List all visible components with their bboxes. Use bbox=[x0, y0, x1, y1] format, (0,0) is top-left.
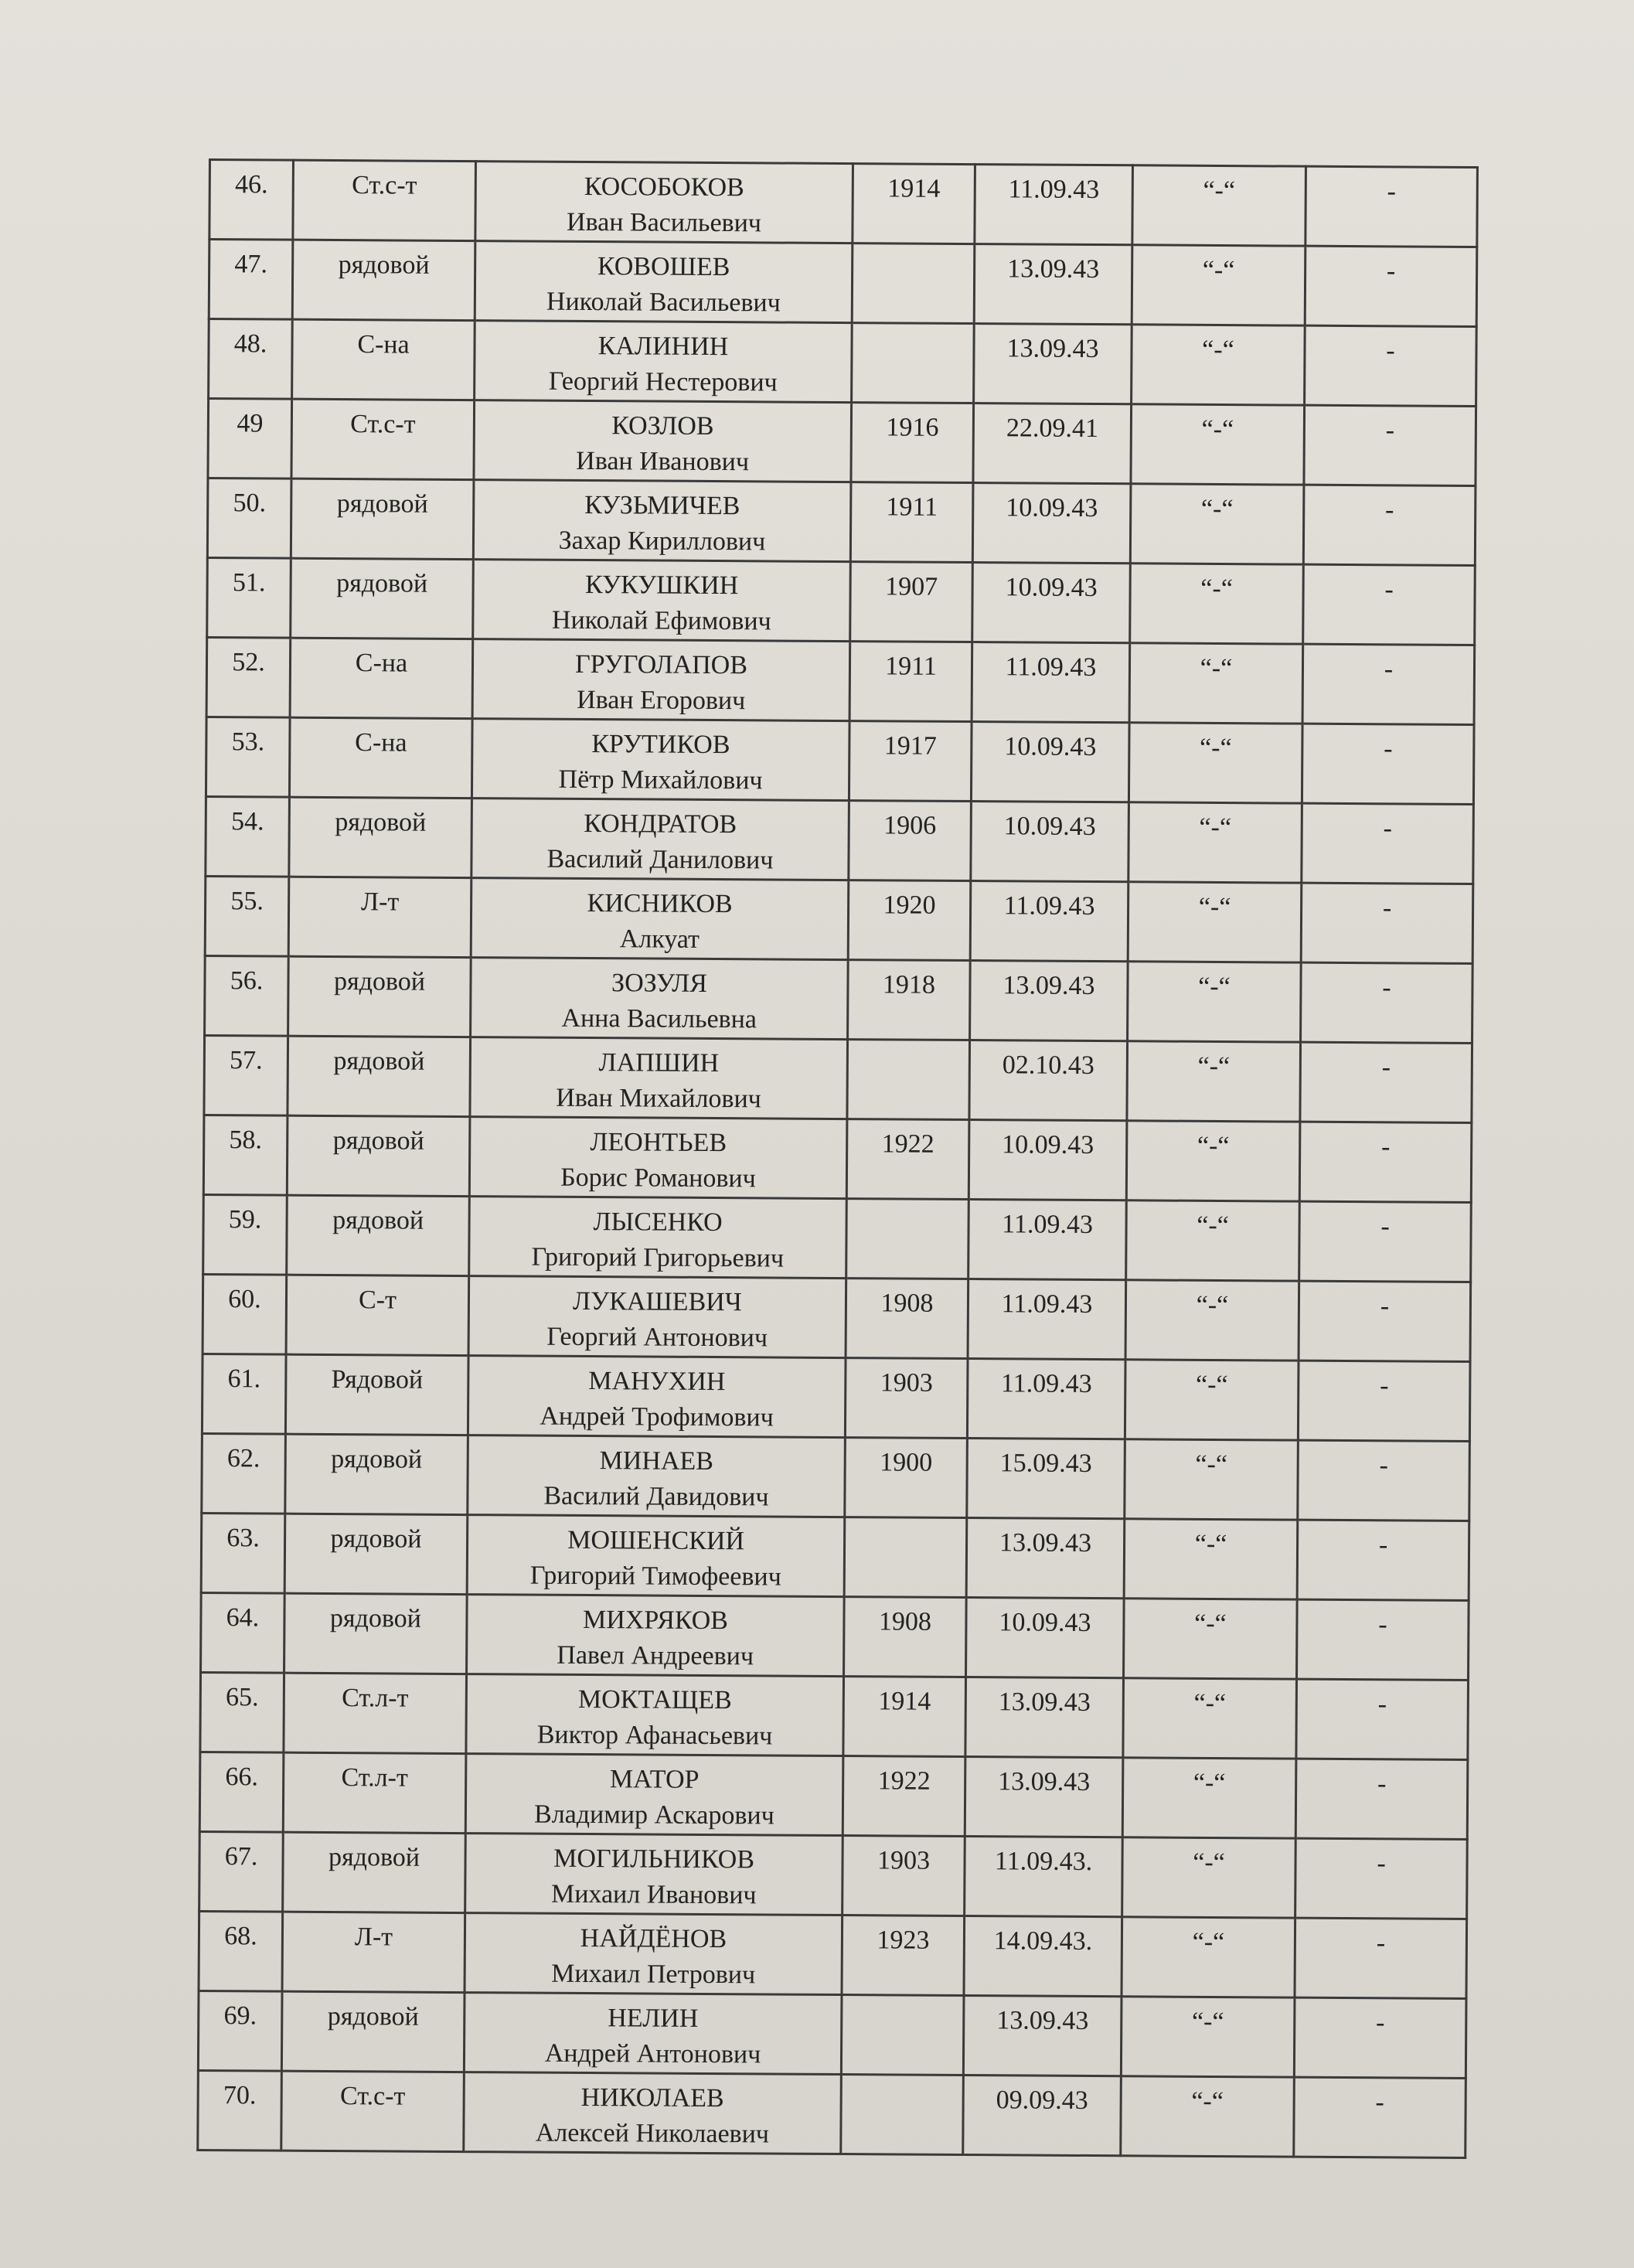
note-cell: - bbox=[1297, 1599, 1469, 1680]
name-cell bbox=[469, 1197, 847, 1279]
table-row bbox=[201, 1592, 1469, 1680]
birth-year-cell: 1906 bbox=[849, 801, 972, 881]
birth-year-cell: 1918 bbox=[848, 960, 971, 1040]
given-names: Андрей Антонович bbox=[544, 2038, 761, 2069]
surname: МАТОР bbox=[609, 1765, 700, 1794]
given-names: Василий Данилович bbox=[546, 844, 774, 875]
date-cell: 09.09.43 bbox=[963, 2076, 1122, 2156]
name-cell bbox=[471, 799, 849, 880]
row-number: 46. bbox=[209, 160, 294, 240]
birth-year-cell: 1908 bbox=[846, 1279, 968, 1359]
row-number: 59. bbox=[203, 1194, 288, 1275]
birth-year-cell bbox=[846, 1199, 969, 1279]
rank-cell: рядовой bbox=[289, 797, 472, 877]
given-names: Павел Андреевич bbox=[557, 1640, 754, 1671]
name-cell bbox=[475, 241, 853, 323]
table-row bbox=[206, 637, 1475, 724]
rank-cell: Ст.с-т bbox=[293, 160, 476, 240]
note-cell: - bbox=[1299, 1122, 1472, 1202]
surname: КОСОБОКОВ bbox=[584, 172, 744, 203]
surname: МОГИЛЬНИКОВ bbox=[553, 1844, 755, 1875]
given-names: Георгий Нестерович bbox=[548, 366, 778, 397]
name-cell bbox=[475, 321, 853, 403]
birth-year-cell: 1914 bbox=[843, 1677, 966, 1757]
rank-cell: Рядовой bbox=[285, 1354, 468, 1435]
given-names: Иван Иванович bbox=[576, 446, 750, 477]
surname: МИНАЕВ bbox=[599, 1446, 714, 1476]
date-cell: 15.09.43 bbox=[967, 1439, 1125, 1519]
given-names: Григорий Тимофеевич bbox=[529, 1561, 781, 1592]
given-names: Иван Михайлович bbox=[556, 1083, 761, 1114]
ditto-mark-cell: “-“ bbox=[1130, 564, 1304, 644]
table-row bbox=[205, 876, 1473, 963]
given-names: Василий Давидович bbox=[543, 1481, 769, 1512]
name-cell bbox=[474, 400, 852, 482]
row-number: 64. bbox=[201, 1592, 285, 1673]
note-cell: - bbox=[1295, 1838, 1468, 1919]
table-row bbox=[205, 955, 1473, 1043]
date-cell: 10.09.43 bbox=[971, 722, 1129, 802]
table-row bbox=[199, 1752, 1468, 1839]
given-names: Михаил Иванович bbox=[550, 1879, 757, 1910]
rank-cell: Ст.л-т bbox=[284, 1673, 467, 1753]
row-number: 60. bbox=[203, 1274, 287, 1354]
ditto-mark-cell: “-“ bbox=[1122, 1758, 1296, 1838]
rank-cell: рядовой bbox=[291, 558, 474, 639]
row-number: 56. bbox=[205, 955, 289, 1036]
date-cell: 11.09.43 bbox=[968, 1200, 1127, 1280]
table-row bbox=[202, 1433, 1470, 1521]
surname: МАНУХИН bbox=[588, 1367, 726, 1397]
ditto-mark-cell: “-“ bbox=[1131, 404, 1305, 485]
table-row bbox=[198, 1990, 1466, 2078]
rank-cell: рядовой bbox=[288, 956, 471, 1037]
rank-cell: рядовой bbox=[287, 1195, 470, 1275]
date-cell: 10.09.43 bbox=[966, 1598, 1125, 1678]
note-cell: - bbox=[1298, 1360, 1470, 1441]
note-cell: - bbox=[1294, 2077, 1466, 2157]
ditto-mark-cell: “-“ bbox=[1124, 1599, 1298, 1679]
surname: КОВОШЕВ bbox=[597, 252, 730, 282]
surname: МИХРЯКОВ bbox=[582, 1605, 728, 1636]
rank-cell: рядовой bbox=[287, 1115, 470, 1196]
table-row bbox=[198, 2070, 1466, 2157]
rank-cell: Ст.с-т bbox=[291, 399, 475, 479]
ditto-mark-cell: “-“ bbox=[1132, 245, 1305, 325]
date-cell: 02.10.43 bbox=[969, 1040, 1128, 1121]
date-cell: 11.09.43 bbox=[967, 1359, 1125, 1439]
note-cell: - bbox=[1302, 724, 1474, 804]
birth-year-cell: 1911 bbox=[850, 482, 973, 563]
note-cell: - bbox=[1299, 1281, 1471, 1361]
surname: КИСНИКОВ bbox=[587, 889, 733, 919]
surname: НЕЛИН bbox=[608, 2004, 699, 2033]
name-cell bbox=[471, 958, 849, 1040]
ditto-mark-cell: “-“ bbox=[1128, 882, 1302, 962]
name-cell bbox=[467, 1515, 845, 1597]
surname: КУЗЬМИЧЕВ bbox=[584, 490, 740, 521]
ditto-mark-cell: “-“ bbox=[1127, 1041, 1301, 1122]
birth-year-cell: 1923 bbox=[842, 1916, 965, 1996]
table-row bbox=[208, 399, 1476, 486]
note-cell: - bbox=[1299, 1201, 1472, 1282]
casualty-table bbox=[196, 158, 1479, 2159]
name-cell bbox=[468, 1435, 846, 1517]
ditto-mark-cell: “-“ bbox=[1125, 1280, 1299, 1360]
date-cell: 13.09.43 bbox=[963, 1996, 1122, 2076]
birth-year-cell: 1922 bbox=[843, 1756, 965, 1837]
given-names: Иван Васильевич bbox=[566, 207, 762, 238]
name-cell bbox=[466, 1674, 844, 1756]
birth-year-cell bbox=[844, 1517, 967, 1598]
row-number: 66. bbox=[199, 1752, 284, 1832]
note-cell: - bbox=[1303, 485, 1476, 565]
given-names: Захар Кириллович bbox=[558, 526, 766, 557]
given-names: Виктор Афанасьевич bbox=[536, 1720, 773, 1751]
table-row bbox=[202, 1354, 1470, 1441]
table-row bbox=[204, 1035, 1472, 1122]
surname: КРУТИКОВ bbox=[591, 730, 730, 760]
name-cell bbox=[472, 639, 850, 721]
row-number: 70. bbox=[198, 2070, 282, 2151]
rank-cell: С-на bbox=[289, 717, 472, 798]
note-cell: - bbox=[1297, 1520, 1469, 1600]
date-cell: 11.09.43 bbox=[968, 1279, 1126, 1360]
row-number: 68. bbox=[199, 1911, 283, 1991]
name-cell bbox=[468, 1276, 846, 1358]
date-cell: 13.09.43 bbox=[974, 244, 1132, 325]
table-body bbox=[198, 160, 1478, 2158]
birth-year-cell: 1917 bbox=[849, 721, 972, 802]
row-number: 50. bbox=[207, 478, 291, 559]
note-cell: - bbox=[1303, 564, 1476, 645]
rank-cell: Ст.л-т bbox=[283, 1752, 466, 1833]
name-cell bbox=[468, 1356, 846, 1438]
name-cell bbox=[465, 1834, 843, 1916]
table-row bbox=[209, 240, 1477, 327]
birth-year-cell: 1916 bbox=[851, 403, 974, 483]
table-row bbox=[199, 1911, 1467, 1998]
note-cell: - bbox=[1300, 1042, 1472, 1122]
date-cell: 11.09.43 bbox=[970, 881, 1128, 962]
given-names: Анна Васильевна bbox=[561, 1003, 757, 1034]
name-cell bbox=[470, 1037, 848, 1119]
table-row bbox=[200, 1672, 1469, 1759]
note-cell: - bbox=[1298, 1440, 1470, 1521]
date-cell: 11.09.43 bbox=[975, 165, 1133, 245]
birth-year-cell: 1920 bbox=[848, 880, 971, 961]
note-cell: - bbox=[1305, 246, 1477, 326]
surname: МОКТАЩЕВ bbox=[577, 1684, 732, 1715]
row-number: 61. bbox=[202, 1354, 286, 1434]
birth-year-cell bbox=[841, 1995, 964, 2076]
table-row bbox=[209, 160, 1478, 247]
surname: ЛЫСЕНКО bbox=[593, 1207, 723, 1238]
ditto-mark-cell: “-“ bbox=[1130, 484, 1304, 564]
table-row bbox=[203, 1115, 1472, 1202]
birth-year-cell: 1922 bbox=[846, 1119, 969, 1200]
birth-year-cell bbox=[847, 1040, 970, 1120]
date-cell: 13.09.43 bbox=[965, 1677, 1124, 1758]
given-names: Иван Егорович bbox=[577, 685, 746, 716]
given-names: Пётр Михайлович bbox=[558, 765, 763, 795]
name-cell bbox=[471, 719, 849, 801]
table-row bbox=[207, 478, 1476, 566]
birth-year-cell: 1914 bbox=[853, 164, 975, 244]
birth-year-cell bbox=[841, 2075, 964, 2155]
note-cell: - bbox=[1304, 405, 1476, 485]
date-cell: 14.09.43. bbox=[964, 1916, 1122, 1997]
given-names: Георгий Антонович bbox=[546, 1322, 768, 1353]
name-cell bbox=[464, 1993, 842, 2075]
date-cell: 13.09.43 bbox=[966, 1518, 1125, 1599]
given-names: Григорий Григорьевич bbox=[531, 1242, 785, 1273]
date-cell: 10.09.43 bbox=[971, 802, 1129, 882]
surname: ГРУГОЛАПОВ bbox=[574, 649, 748, 680]
surname: КУКУШКИН bbox=[584, 570, 739, 601]
date-cell: 13.09.43 bbox=[974, 324, 1132, 404]
date-cell: 22.09.41 bbox=[973, 404, 1132, 484]
row-number: 62. bbox=[202, 1433, 286, 1514]
surname: НИКОЛАЕВ bbox=[580, 2082, 724, 2113]
ditto-mark-cell: “-“ bbox=[1129, 643, 1303, 724]
table-row bbox=[206, 796, 1474, 884]
row-number: 49 bbox=[208, 399, 292, 479]
ditto-mark-cell: “-“ bbox=[1126, 1200, 1300, 1281]
rank-cell: рядовой bbox=[285, 1434, 468, 1514]
table-row bbox=[203, 1194, 1472, 1282]
note-cell: - bbox=[1302, 644, 1475, 724]
name-cell bbox=[471, 878, 849, 960]
ditto-mark-cell: “-“ bbox=[1121, 1997, 1295, 2077]
birth-year-cell: 1903 bbox=[843, 1836, 965, 1916]
birth-year-cell: 1907 bbox=[850, 562, 973, 642]
name-cell bbox=[469, 1117, 847, 1199]
surname: ЛУКАШЕВИЧ bbox=[572, 1286, 742, 1317]
surname: КОНДРАТОВ bbox=[584, 809, 737, 839]
rank-cell: С-на bbox=[292, 319, 475, 400]
note-cell: - bbox=[1302, 803, 1474, 884]
surname: КАЛИНИН bbox=[597, 332, 729, 362]
row-number: 51. bbox=[207, 557, 291, 638]
row-number: 48. bbox=[209, 319, 293, 400]
table-row bbox=[201, 1513, 1469, 1600]
row-number: 55. bbox=[205, 876, 289, 956]
birth-year-cell: 1908 bbox=[844, 1597, 967, 1677]
row-number: 53. bbox=[206, 717, 290, 797]
row-number: 65. bbox=[200, 1672, 284, 1752]
row-number: 63. bbox=[201, 1513, 285, 1593]
given-names: Михаил Петрович bbox=[551, 1959, 756, 1990]
given-names: Владимир Аскарович bbox=[533, 1800, 774, 1830]
rank-cell: Л-т bbox=[282, 1912, 465, 1992]
ditto-mark-cell: “-“ bbox=[1124, 1519, 1298, 1599]
ditto-mark-cell: “-“ bbox=[1128, 962, 1302, 1042]
table-row bbox=[199, 1831, 1468, 1919]
name-cell bbox=[465, 1913, 843, 1995]
given-names: Алексей Николаевич bbox=[535, 2118, 770, 2149]
note-cell: - bbox=[1294, 1997, 1466, 2078]
name-cell bbox=[467, 1595, 845, 1677]
given-names: Андрей Трофимович bbox=[540, 1401, 774, 1432]
rank-cell: Ст.с-т bbox=[281, 2071, 465, 2151]
ditto-mark-cell: “-“ bbox=[1128, 723, 1302, 803]
date-cell: 11.09.43. bbox=[965, 1837, 1123, 1917]
surname: МОШЕНСКИЙ bbox=[567, 1525, 745, 1556]
ditto-mark-cell: “-“ bbox=[1123, 1678, 1297, 1759]
row-number: 69. bbox=[198, 1990, 282, 2071]
name-cell bbox=[475, 162, 853, 243]
date-cell: 10.09.43 bbox=[972, 483, 1131, 564]
note-cell: - bbox=[1305, 325, 1477, 406]
date-cell: 10.09.43 bbox=[972, 563, 1131, 643]
note-cell: - bbox=[1301, 883, 1473, 963]
ditto-mark-cell: “-“ bbox=[1125, 1439, 1299, 1520]
date-cell: 11.09.43 bbox=[972, 642, 1130, 723]
surname: ЗОЗУЛЯ bbox=[611, 969, 707, 998]
birth-year-cell: 1911 bbox=[849, 642, 972, 722]
ditto-mark-cell: “-“ bbox=[1128, 802, 1302, 883]
ditto-mark-cell: “-“ bbox=[1126, 1121, 1300, 1201]
table-row bbox=[206, 717, 1474, 804]
date-cell: 10.09.43 bbox=[968, 1120, 1127, 1200]
note-cell: - bbox=[1305, 166, 1478, 247]
given-names: Алкуат bbox=[619, 925, 700, 954]
rank-cell: С-на bbox=[290, 638, 473, 718]
birth-year-cell: 1903 bbox=[845, 1358, 968, 1439]
surname: ЛАПШИН bbox=[598, 1048, 720, 1078]
date-cell: 13.09.43 bbox=[965, 1757, 1123, 1837]
rank-cell: рядовой bbox=[284, 1514, 468, 1594]
ditto-mark-cell: “-“ bbox=[1125, 1360, 1299, 1440]
rank-cell: рядовой bbox=[288, 1036, 471, 1116]
table-row bbox=[209, 319, 1477, 407]
given-names: Николай Васильевич bbox=[546, 287, 781, 318]
surname: ЛЕОНТЬЕВ bbox=[590, 1128, 727, 1158]
note-cell: - bbox=[1295, 1759, 1468, 1839]
rank-cell: С-т bbox=[286, 1275, 469, 1355]
table-row bbox=[203, 1274, 1471, 1361]
row-number: 57. bbox=[204, 1035, 288, 1115]
ditto-mark-cell: “-“ bbox=[1122, 1837, 1296, 1918]
name-cell bbox=[473, 560, 851, 642]
name-cell bbox=[464, 2072, 842, 2154]
rank-cell: рядовой bbox=[281, 1991, 465, 2072]
table-row bbox=[207, 557, 1476, 645]
ditto-mark-cell: “-“ bbox=[1132, 325, 1305, 405]
note-cell: - bbox=[1295, 1918, 1467, 1998]
surname: НАЙДЁНОВ bbox=[580, 1923, 727, 1954]
given-names: Николай Ефимович bbox=[551, 605, 771, 636]
name-cell bbox=[465, 1754, 843, 1836]
name-cell bbox=[473, 480, 851, 562]
birth-year-cell bbox=[852, 323, 975, 404]
ditto-mark-cell: “-“ bbox=[1132, 165, 1306, 246]
row-number: 47. bbox=[209, 240, 293, 320]
rank-cell: Л-т bbox=[288, 877, 471, 957]
ditto-mark-cell: “-“ bbox=[1122, 1917, 1295, 1997]
note-cell: - bbox=[1301, 962, 1473, 1043]
rank-cell: рядовой bbox=[291, 478, 474, 559]
birth-year-cell bbox=[852, 243, 975, 324]
birth-year-cell: 1900 bbox=[845, 1438, 968, 1518]
given-names: Борис Романович bbox=[560, 1163, 756, 1194]
row-number: 58. bbox=[203, 1115, 288, 1195]
rank-cell: рядовой bbox=[292, 240, 475, 320]
ditto-mark-cell: “-“ bbox=[1121, 2076, 1295, 2157]
row-number: 54. bbox=[206, 796, 290, 877]
date-cell: 13.09.43 bbox=[970, 961, 1128, 1041]
surname: КОЗЛОВ bbox=[611, 411, 714, 441]
row-number: 67. bbox=[199, 1831, 284, 1912]
row-number: 52. bbox=[206, 637, 291, 717]
note-cell: - bbox=[1296, 1679, 1469, 1759]
rank-cell: рядовой bbox=[283, 1832, 466, 1912]
rank-cell: рядовой bbox=[284, 1593, 468, 1674]
